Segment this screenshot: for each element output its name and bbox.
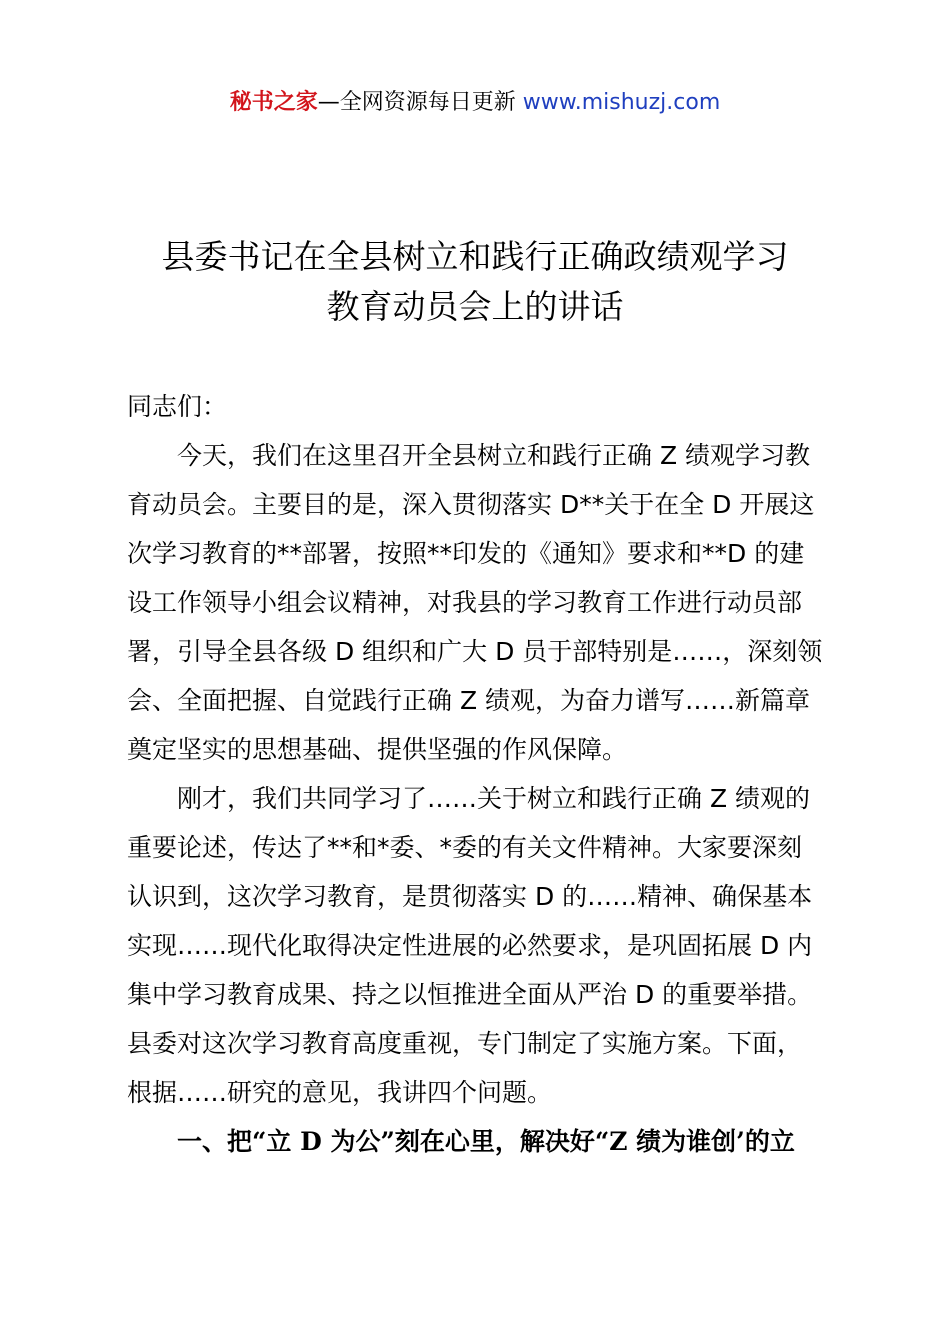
paragraph-2-line: 根据……研究的意见，我讲四个问题。 [127, 1078, 553, 1107]
paragraph-1-line: 奠定坚实的思想基础、提供坚强的作风保障。 [127, 735, 628, 764]
section-heading-1 [127, 1117, 837, 1166]
paragraph-2-line: 刚才，我们共同学习了……关于树立和践行正确 Z 绩观的 [177, 784, 811, 813]
site-header [0, 86, 950, 120]
salutation: 同志们： [127, 392, 228, 421]
document-title-line-2: 教育动员会上的讲话 [326, 287, 624, 326]
paragraph-2-line: 重要论述，传达了**和*委、*委的有关文件精神。大家要深刻 [127, 833, 803, 862]
site-url-link[interactable]: www.mishuzj.com [522, 90, 721, 115]
paragraph-1-line: 署，引导全县各级 D 组织和广大 D 员于部特别是……，深刻领 [127, 637, 823, 666]
section-heading-1-text: 一、把“立 D 为公”刻在心里，解决好“Z 绩为谁创’的立 [177, 1127, 795, 1156]
paragraph-1-line: 今天，我们在这里召开全县树立和践行正确 Z 绩观学习教 [177, 441, 811, 470]
document-title [100, 232, 850, 332]
paragraph-1-line: 次学习教育的**部署，按照**印发的《通知》要求和**D 的建 [127, 539, 805, 568]
paragraph-1-line: 设工作领导小组会议精神，对我县的学习教育工作进行动员部 [127, 588, 803, 617]
document-title-line-1: 县委书记在全县树立和践行正确政绩观学习 [161, 237, 789, 276]
paragraph-2 [127, 774, 837, 1117]
document-body [127, 382, 837, 1166]
header-tagline: —全网资源每日更新 [317, 90, 523, 115]
paragraph-1-line: 育动员会。主要目的是，深入贯彻落实 D**关于在全 D 开展这 [127, 490, 815, 519]
paragraph-1 [127, 431, 837, 774]
brand-name: 秘书之家 [229, 90, 318, 115]
paragraph-2-line: 认识到，这次学习教育，是贯彻落实 D 的……精神、确保基本 [127, 882, 813, 911]
paragraph-2-line: 县委对这次学习教育高度重视，专门制定了实施方案。下面， [127, 1029, 803, 1058]
paragraph-2-line: 集中学习教育成果、持之以恒推进全面从严治 D 的重要举措。 [127, 980, 813, 1009]
paragraph-2-line: 实现……现代化取得决定性进展的必然要求，是巩固拓展 D 内 [127, 931, 813, 960]
paragraph-1-line: 会、全面把握、自觉践行正确 Z 绩观，为奋力谱写……新篇章 [127, 686, 811, 715]
